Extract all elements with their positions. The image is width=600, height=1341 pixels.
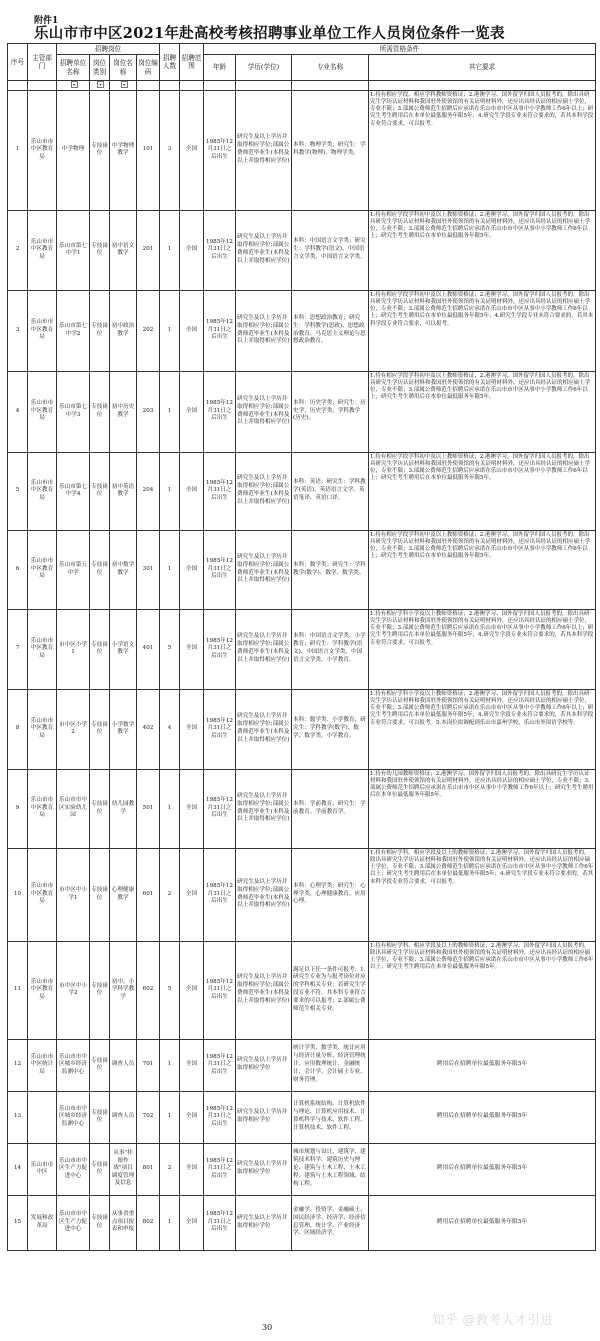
cell-count: 2 <box>160 1143 180 1195</box>
cell-other: 聘用后在招聘单位最低服务年限5年 <box>369 1143 596 1195</box>
table-row <box>8 290 596 371</box>
cell-post-name: 小学语文教学 <box>110 609 137 689</box>
cell-count: 1 <box>160 371 180 452</box>
cell-edu: 研究生及以上学历并取得相应学位;部属公费师范毕业生(本科及以上并取得相应学位) <box>236 769 292 848</box>
cell-other: 1.持有相应学科、相应学段及以上的教师资格证；2.港澳学习、国外留学归国人员报考的，除出具研究生学历认证材料和我国驻外使领馆的有关证明材料外，还应出具经认证的相应硕士学位，专业不限；3.部属公费师范生招聘后应承诺在乐山市市中区从事中小学教师工作6年以上；研究生考生聘用后在本单位最低服务年限5年。 <box>369 941 596 1039</box>
cell-major: 本科：中国语言文学类、小学教育；研究生：学科教学(语文)、中国语言文学类、中国语言文学类、小学教育。 <box>292 609 369 689</box>
cell-other: 1.持有相应学科小学及以上教师资格证；2.港澳学习、国外留学归国人员报考的，除出具研究生学历认证材料和我国驻外使领馆的有关证明材料外，还应出具经认证的相应硕士学位，专业不限；3.部属公费师范生招聘后应承诺在乐山市市中区从事中小学教师工作6年以上；研究生考生聘用后在本单位最低服务年限5年；4.研究生学段专业未符合要求的，若其本科学段专业符合要求，可以报考。5.本岗位拟调配到乐山市嘉州学校、乐山市外国语学校等。 <box>369 689 596 769</box>
cell-major: 本科：中国语言文学类；研究生：学科教学(语文)、中国语言文学类、中国语言文学类。 <box>292 210 369 290</box>
cell-code: 801 <box>137 1143 160 1195</box>
cell-type: 专技岗位 <box>90 210 110 290</box>
header-major: 专业名称 <box>292 55 369 81</box>
header-unit: 招聘单位名称 <box>57 55 90 81</box>
header-other: 其它要求 <box>369 55 596 81</box>
table-body <box>8 90 596 1250</box>
cell-major: 金融学、投资学、金融硕士、国民经济学、经济学、经济信息管理、统计学、产业经济学、区域经济学。 <box>292 1195 369 1250</box>
cell-type: 专技岗位 <box>90 1091 110 1143</box>
cell-other: 1.持有相应学段学科初中及以上教师资格证；2.港澳学习、国外留学归国人员报考的，除出具研究生学历认证材料和我国驻外使领馆的有关证明材料外，还应出具经认证的相应硕士学位，专业不限；3.部属公费师范生招聘后应承诺在乐山市市中区从事中小学教师工作6年以上；研究生考生聘用后在本单位最低服务年限5年；4.研究生学段专业未符合要求的，若其本科学段专业符合要求，可以报考。 <box>369 290 596 371</box>
header-edu: 学历(学位) <box>236 55 292 81</box>
cell-unit: 乐山市第七中学4 <box>57 452 90 530</box>
cell-unit: 市中区小学2 <box>57 689 90 769</box>
cell-edu: 研究生及以上学历并取得相应学位;部属公费师范毕业生(本科及以上并取得相应学位) <box>236 290 292 371</box>
cell-scope: 全国 <box>180 769 204 848</box>
cell-post-name: 初中历史教学 <box>110 371 137 452</box>
cell-unit: 乐山市第五中学 <box>57 530 90 609</box>
cell-other: 1.持有相应学段、相应学科教师资格证；2.港澳学习、国外留学归国人员报考的，除出具研究生学历认证材料和我国驻外使领馆的有关证明材料外，还应出具经认证的相应硕士学位，专业不限；3.部属公费师范生招聘后应承诺在乐山市市中区从事中小学教师工作6年以上；研究生考生聘用后在本单位最低服务年限5年；4.研究生学段专业未符合要求的，若其本科学段专业符合要求，可以报考。 <box>369 90 596 210</box>
cell-age: 1985年12月31日之后出生 <box>204 769 236 848</box>
cell-type: 专技岗位 <box>90 769 110 848</box>
cell-scope: 全国 <box>180 530 204 609</box>
cell-age: 1985年12月31日之后出生 <box>204 1195 236 1250</box>
cell-type: 专技岗位 <box>90 371 110 452</box>
cell-edu: 研究生及以上学历并取得相应学位;部属公费师范毕业生(本科及以上并取得相应学位) <box>236 452 292 530</box>
cell-dept: 乐山市市中区教育局 <box>28 689 57 769</box>
cell-major: 本科：思想政治教育；研究生：学科教学(思政)、思想政治教育、马克思主义理论与思想政治教育。 <box>292 290 369 371</box>
cell-scope: 全国 <box>180 1039 204 1091</box>
cell-type: 专技岗位 <box>90 848 110 941</box>
cell-edu: 研究生及以上学历并取得相应学位 <box>236 1091 292 1143</box>
cell-post-name: 初中英语教学 <box>110 452 137 530</box>
cell-scope: 全国 <box>180 452 204 530</box>
cell-scope: 全国 <box>180 210 204 290</box>
cell-scope: 全国 <box>180 689 204 769</box>
cell-dept: 乐山市市中区教育局 <box>28 210 57 290</box>
header-age: 年龄 <box>204 55 236 81</box>
header-seq: 序号 <box>8 44 28 81</box>
filter-cell <box>292 81 369 91</box>
cell-edu: 研究生及以上学历并取得相应学位 <box>236 1039 292 1091</box>
header-scope: 招聘范围 <box>180 44 204 81</box>
filter-dropdown-icon[interactable]: ▾ <box>121 81 128 88</box>
cell-post-name: 初中、小学科学教学 <box>110 941 137 1039</box>
cell-unit: 乐山市第七中学3 <box>57 371 90 452</box>
header-count: 招聘人数 <box>160 44 180 81</box>
filter-cell <box>57 81 90 91</box>
cell-unit: 市中区中小学1 <box>57 848 90 941</box>
cell-code: 101 <box>137 90 160 210</box>
cell-count: 4 <box>160 689 180 769</box>
cell-count: 1 <box>160 452 180 530</box>
cell-other: 1.持有相应学段学科初中及以上教师资格证；2.港澳学习、国外留学归国人员报考的，除出具研究生学历认证材料和我国驻外使领馆的有关证明材料外，还应出具经认证的相应硕士学位，专业不限；3.部属公费师范生招聘后应承诺在乐山市市中区从事中小学教师工作6年以上；研究生考生聘用后在本单位最低服务年限5年。 <box>369 452 596 530</box>
cell-code: 602 <box>137 941 160 1039</box>
cell-count: 5 <box>160 609 180 689</box>
cell-count: 3 <box>160 90 180 210</box>
page-number: 30 <box>262 1323 273 1332</box>
cell-edu: 研究生及以上学历并取得相应学位;部属公费师范毕业生(本科及以上并取得相应学位) <box>236 371 292 452</box>
cell-scope: 全国 <box>180 1195 204 1250</box>
cell-major: 本科：学前教育；研究生：学前教育、学前教育学。 <box>292 769 369 848</box>
cell-type: 专技岗位 <box>90 90 110 210</box>
cell-scope: 全国 <box>180 1143 204 1195</box>
cell-dept: 乐山市市中区教育局 <box>28 769 57 848</box>
cell-other: 1.持有幼儿园教师资格证；2.港澳学习、国外留学归国人员报考的，除出具研究生学历认证材料和我国驻外使领馆的有关证明材料外，还应出具经认证的相应硕士学位，专业不限；3.部属公费师范生招聘后应承诺在乐山市市中区从事中小学教师工作6年以上；研究生考生聘用后在本单位最低服务年限5年。 <box>369 769 596 848</box>
cell-edu: 研究生及以上学历并取得相应学位;部属公费师范毕业生(本科及以上并取得相应学位) <box>236 90 292 210</box>
cell-type: 专技岗位 <box>90 941 110 1039</box>
cell-age: 1985年12月31日之后出生 <box>204 848 236 941</box>
cell-type: 专技岗位 <box>90 1039 110 1091</box>
table-row <box>8 452 596 530</box>
filter-cell <box>236 81 292 91</box>
watermark: 知乎 @教考人才引进 <box>432 1312 554 1327</box>
cell-other: 1.持有相应学段学科初中及以上教师资格证；2.港澳学习、国外留学归国人员报考的，除出具研究生学历认证材料和我国驻外使领馆的有关证明材料外，还应出具经认证的相应硕士学位，专业不限；3.部属公费师范生招聘后应承诺在乐山市市中区从事中小学教师工作6年以上；研究生考生聘用后在本单位最低服务年限5年。 <box>369 371 596 452</box>
cell-count: 1 <box>160 1039 180 1091</box>
table-row <box>8 609 596 689</box>
cell-other: 聘用后在招聘单位最低服务年限5年 <box>369 1039 596 1091</box>
cell-seq: 15 <box>8 1195 28 1250</box>
cell-edu: 研究生及以上学历并取得相应学位;部属公费师范毕业生(本科及以上并取得相应学位) <box>236 848 292 941</box>
cell-age: 1985年12月31日之后出生 <box>204 1143 236 1195</box>
cell-scope: 全国 <box>180 1091 204 1143</box>
cell-unit: 中学物理 <box>57 90 90 210</box>
cell-count: 1 <box>160 769 180 848</box>
table-row <box>8 689 596 769</box>
cell-post-name: 初中数学教学 <box>110 530 137 609</box>
cell-code: 702 <box>137 1091 160 1143</box>
cell-post-name: 初中政治教学 <box>110 290 137 371</box>
cell-count: 2 <box>160 848 180 941</box>
cell-age: 1985年12月31日之后出生 <box>204 90 236 210</box>
header-post-group: 招聘岗位 <box>57 44 160 55</box>
table-row <box>8 90 596 210</box>
cell-major: 本科：物理学类；研究生：学科教学(物理)、物理学类。 <box>292 90 369 210</box>
cell-code: 701 <box>137 1039 160 1091</box>
cell-dept: 乐山市市中区教育局 <box>28 848 57 941</box>
cell-age: 1985年12月31日之后出生 <box>204 1091 236 1143</box>
cell-post-name: 从事"挂图作战"项目调度管理及信息 <box>110 1143 137 1195</box>
header-code: 岗位编码 <box>137 55 160 81</box>
header-post-type: 岗位类别 <box>90 55 110 81</box>
cell-seq: 12 <box>8 1039 28 1091</box>
cell-seq: 4 <box>8 371 28 452</box>
cell-seq: 5 <box>8 452 28 530</box>
cell-unit: 乐山市市中区实验幼儿园 <box>57 769 90 848</box>
cell-post-name: 从事省重点项目报表和申报 <box>110 1195 137 1250</box>
cell-scope: 全国 <box>180 90 204 210</box>
cell-type: 专技岗位 <box>90 1143 110 1195</box>
cell-other: 1.持有相应学段学科初中及以上教师资格证；2.港澳学习、国外留学归国人员报考的，除出具研究生学历认证材料和我国驻外使领馆的有关证明材料外，还应出具经认证的相应硕士学位，专业不限；3.部属公费师范生招聘后应承诺在乐山市市中区从事中小学教师工作6年以上；研究生考生聘用后在本单位最低服务年限5年。 <box>369 530 596 609</box>
cell-type: 专技岗位 <box>90 290 110 371</box>
filter-dropdown-icon[interactable]: ▾ <box>97 81 104 88</box>
position-table <box>7 43 596 1251</box>
cell-type: 专技岗位 <box>90 530 110 609</box>
filter-cell <box>369 81 596 91</box>
cell-count: 1 <box>160 290 180 371</box>
cell-seq: 8 <box>8 689 28 769</box>
cell-code: 202 <box>137 290 160 371</box>
table-row <box>8 941 596 1039</box>
cell-major: 城市规划与设计、建筑学、建筑技术科学、建筑历史与理论、建筑与土木工程、土木工程、建筑与土木工程领域、结构工程。 <box>292 1143 369 1195</box>
cell-code: 402 <box>137 689 160 769</box>
table-row <box>8 210 596 290</box>
cell-major: 本科：数学类；研究生：学科教学(数学)、数学、数学类。 <box>292 530 369 609</box>
cell-major: 满足以下任一条件可报考：1.研究生专业为与报考岗位对应的学科相关专业；若研究生学段专业不符，其本科专业符合要求的可以报考；2.部属公费师范生相关专业。 <box>292 941 369 1039</box>
cell-post-name: 中学物理教学 <box>110 90 137 210</box>
cell-unit: 市中区中小学2 <box>57 941 90 1039</box>
cell-seq: 11 <box>8 941 28 1039</box>
cell-post-name: 调查人员 <box>110 1091 137 1143</box>
filter-cell <box>28 81 57 91</box>
table-row <box>8 769 596 848</box>
cell-edu: 研究生及以上学历并取得相应学位;部属公费师范毕业生(本科及以上并取得相应学位) <box>236 941 292 1039</box>
cell-age: 1985年12月31日之后出生 <box>204 941 236 1039</box>
table-row <box>8 1039 596 1091</box>
cell-unit: 市中区小学1 <box>57 609 90 689</box>
cell-type: 专技岗位 <box>90 689 110 769</box>
cell-edu: 研究生及以上学历并取得相应学位;部属公费师范毕业生(本科及以上并取得相应学位) <box>236 609 292 689</box>
cell-edu: 研究生及以上学历并取得相应学位 <box>236 1143 292 1195</box>
cell-age: 1985年12月31日之后出生 <box>204 452 236 530</box>
filter-cell <box>8 81 28 91</box>
cell-code: 301 <box>137 530 160 609</box>
filter-dropdown-icon[interactable]: ▾ <box>71 81 78 88</box>
cell-age: 1985年12月31日之后出生 <box>204 609 236 689</box>
cell-post-name: 心理健康教学 <box>110 848 137 941</box>
cell-code: 802 <box>137 1195 160 1250</box>
cell-dept: 乐山市市中区统计局 <box>28 1039 57 1091</box>
cell-edu: 研究生及以上学历并取得相应学位;部属公费师范毕业生(本科及以上并取得相应学位) <box>236 530 292 609</box>
cell-other: 1.持有相应学科、相应学段及以上的教师资格证；2.港澳学习、国外留学归国人员报考的，除出具研究生学历认证材料和我国驻外使领馆的有关证明材料外，还应出具经认证的相应硕士学位，专业不限；3.部属公费师范生招聘后应承诺在乐山市市中区从事中小学教师工作6年以上；研究生考生聘用后在本单位最低服务年限5年；4.研究生学段专业未符合要求的，若其本科学段专业符合要求，可以报考。 <box>369 848 596 941</box>
cell-seq: 3 <box>8 290 28 371</box>
cell-age: 1985年12月31日之后出生 <box>204 530 236 609</box>
cell-age: 1985年12月31日之后出生 <box>204 689 236 769</box>
cell-unit: 乐山市市中区城乡经济监测中心 <box>57 1091 90 1143</box>
cell-count: 1 <box>160 530 180 609</box>
header-post-name: 岗位名称 <box>110 55 137 81</box>
cell-scope: 全国 <box>180 848 204 941</box>
cell-other: 1.持有相应学科小学及以上教师资格证；2.港澳学习、国外留学归国人员报考的，除出具研究生学历认证材料和我国驻外使领馆的有关证明材料外，还应出具经认证的相应硕士学位，专业不限；3.部属公费师范生招聘后应承诺在乐山市市中区从事中小学教师工作6年以上；研究生考生聘用后在本单位最低服务年限5年；4.研究生学段专业未符合要求的，若其本科学段专业符合要求，可以报考。 <box>369 609 596 689</box>
cell-edu: 研究生及以上学历并取得相应学位;部属公费师范毕业生(本科及以上并取得相应学位) <box>236 210 292 290</box>
table-row <box>8 1195 596 1250</box>
cell-dept: 乐山市市中区教育局 <box>28 941 57 1039</box>
cell-code: 501 <box>137 769 160 848</box>
cell-age: 1985年12月31日之后出生 <box>204 210 236 290</box>
cell-seq: 6 <box>8 530 28 609</box>
cell-count: 5 <box>160 941 180 1039</box>
cell-major: 本科：心理学类；研究生：心理学类、心理健康教育、应用心理。 <box>292 848 369 941</box>
cell-major: 统计学类、数学类、统计应用与经济计量分析、经济管理统计、应用数理统计、金融统计、会计学、会计硕士专业、财务管理。 <box>292 1039 369 1091</box>
filter-cell <box>180 81 204 91</box>
cell-seq: 2 <box>8 210 28 290</box>
cell-unit: 乐山市市中区城乡经济监测中心 <box>57 1039 90 1091</box>
cell-dept <box>28 1091 57 1143</box>
cell-post-name: 调查人员 <box>110 1039 137 1091</box>
cell-dept: 发展和改革局 <box>28 1195 57 1250</box>
cell-seq: 10 <box>8 848 28 941</box>
cell-code: 601 <box>137 848 160 941</box>
cell-age: 1985年12月31日之后出生 <box>204 1039 236 1091</box>
table-row <box>8 848 596 941</box>
cell-post-name: 小学数学教学 <box>110 689 137 769</box>
cell-dept: 乐山市市中区教育局 <box>28 371 57 452</box>
cell-seq: 13 <box>8 1091 28 1143</box>
filter-cell <box>160 81 180 91</box>
cell-major: 计算机系统结构、计算机软件与理论、计算机应用技术、计算机科学与技术、软件工程、计算机技术、软件工程。 <box>292 1091 369 1143</box>
filter-cell <box>110 81 137 91</box>
cell-unit: 乐山市市中区生产力促进中心 <box>57 1195 90 1250</box>
cell-unit: 乐山市市中区生产力促进中心 <box>57 1143 90 1195</box>
cell-seq: 7 <box>8 609 28 689</box>
filter-cell <box>137 81 160 91</box>
cell-seq: 9 <box>8 769 28 848</box>
cell-code: 204 <box>137 452 160 530</box>
cell-age: 1985年12月31日之后出生 <box>204 371 236 452</box>
cell-major: 本科：历史学类；研究生：历史学、历史学类、学科教学(历史)。 <box>292 371 369 452</box>
filter-cell <box>90 81 110 91</box>
cell-count: 1 <box>160 1091 180 1143</box>
cell-major: 本科：数学类、小学教育；研究生：学科教学(数学)、数学、数学类、小学教育。 <box>292 689 369 769</box>
cell-dept: 乐山市市中区教育局 <box>28 90 57 210</box>
cell-count: 1 <box>160 210 180 290</box>
header-dept: 主管部门 <box>28 44 57 81</box>
cell-type: 专技岗位 <box>90 452 110 530</box>
cell-seq: 14 <box>8 1143 28 1195</box>
cell-code: 401 <box>137 609 160 689</box>
cell-other: 1.持有相应学段学科初中及以上教师资格证；2.港澳学习、国外留学归国人员报考的，除出具研究生学历认证材料和我国驻外使领馆的有关证明材料外，还应出具经认证的相应硕士学位，专业不限；3.部属公费师范生招聘后应承诺在乐山市市中区从事中小学教师工作6年以上；研究生考生聘用后在本单位最低服务年限5年。 <box>369 210 596 290</box>
cell-count: 1 <box>160 1195 180 1250</box>
page-title: 乐山市市中区2021年赴高校考核招聘事业单位工作人员岗位条件一览表 <box>34 25 505 42</box>
cell-other: 聘用后在招聘单位最低服务年限5年 <box>369 1091 596 1143</box>
cell-age: 1985年12月31日之后出生 <box>204 290 236 371</box>
cell-type: 专技岗位 <box>90 609 110 689</box>
cell-dept: 乐山市市中区教育局 <box>28 452 57 530</box>
cell-major: 本科：英语；研究生：学科教学(英语)、英语语言文学、英语笔译、英语口译。 <box>292 452 369 530</box>
cell-dept: 乐山市市中区教育局 <box>28 609 57 689</box>
table-row <box>8 1143 596 1195</box>
cell-scope: 全国 <box>180 290 204 371</box>
cell-code: 201 <box>137 210 160 290</box>
cell-post-name: 初中语文教学 <box>110 210 137 290</box>
cell-edu: 研究生及以上学历并取得相应学位;部属公费师范毕业生(本科及以上并取得相应学位) <box>236 689 292 769</box>
annex-label: 附件1 <box>34 16 59 26</box>
cell-seq: 1 <box>8 90 28 210</box>
cell-unit: 乐山市第七中学2 <box>57 290 90 371</box>
cell-type: 专技岗位 <box>90 1195 110 1250</box>
cell-post-name: 幼儿园教学 <box>110 769 137 848</box>
table-row <box>8 530 596 609</box>
cell-dept: 乐山市市中区教育局 <box>28 290 57 371</box>
cell-dept: 乐山市市中区教育局 <box>28 530 57 609</box>
cell-scope: 全国 <box>180 609 204 689</box>
table-row <box>8 1091 596 1143</box>
cell-other: 聘用后在招聘单位最低服务年限5年 <box>369 1195 596 1250</box>
cell-dept: 乐山市市中区 <box>28 1143 57 1195</box>
cell-code: 203 <box>137 371 160 452</box>
cell-scope: 全国 <box>180 371 204 452</box>
cell-scope: 全国 <box>180 941 204 1039</box>
header-req-group: 所需资格条件 <box>204 44 596 55</box>
table-row <box>8 371 596 452</box>
cell-unit: 乐山市第七中学1 <box>57 210 90 290</box>
cell-edu: 研究生及以上学历并取得相应学位 <box>236 1195 292 1250</box>
filter-cell <box>204 81 236 91</box>
